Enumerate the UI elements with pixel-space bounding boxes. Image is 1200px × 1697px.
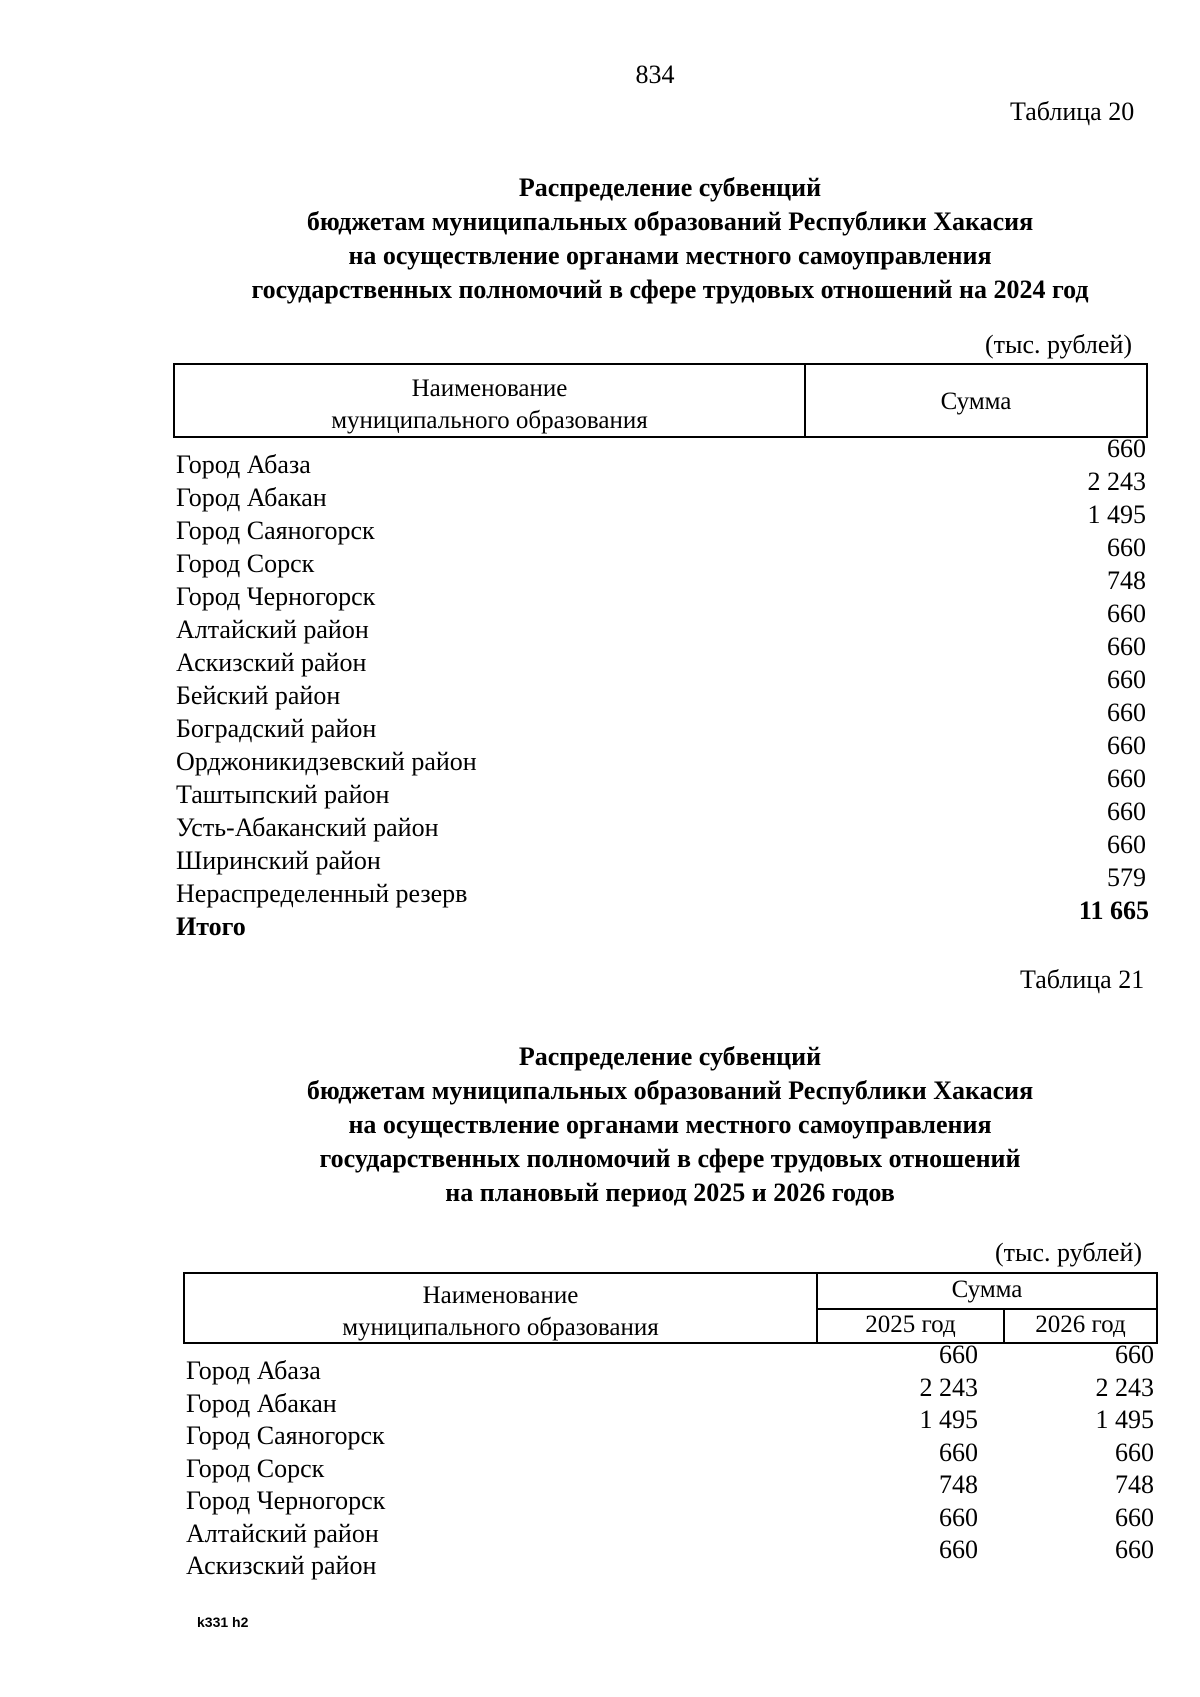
municipality-name: Город Абаза — [186, 1356, 321, 1385]
municipality-name: Город Сорск — [186, 1453, 325, 1483]
header-sum: Сумма — [951, 1276, 1023, 1303]
amount-value: 660 — [1107, 731, 1146, 760]
amount-value: 660 — [1107, 533, 1146, 562]
amount-2025: 2 243 — [919, 1372, 978, 1402]
amount-2025: 660 — [939, 1535, 978, 1564]
amount-2025: 660 — [939, 1437, 978, 1467]
amount-2026: 2 243 — [1095, 1372, 1154, 1402]
table-row — [176, 863, 1151, 908]
municipality-name: Орджоникидзевский район — [176, 747, 477, 776]
title-line: Распределение субвенций — [518, 173, 822, 202]
amount-value: 660 — [1107, 830, 1146, 859]
title-line: на плановый период 2025 и 2026 годов — [445, 1178, 895, 1207]
amount-2025: 748 — [939, 1470, 978, 1499]
table-21-header — [183, 1272, 1158, 1344]
title-line: государственных полномочий в сфере трудовых отношений — [319, 1144, 1021, 1173]
municipality-name: Бейский район — [176, 681, 341, 710]
table-row — [176, 797, 1151, 842]
municipality-name: Город Черногорск — [186, 1486, 386, 1515]
table-20-header — [173, 363, 1148, 438]
amount-2025: 1 495 — [919, 1405, 978, 1434]
amount-value: 660 — [1107, 599, 1146, 628]
table-row — [176, 467, 1151, 512]
table-20-units: (тыс. рублей) — [985, 330, 1133, 359]
title-line: на осуществление органами местного самоуправления — [348, 241, 992, 270]
header-sum: Сумма — [940, 388, 1012, 415]
amount-value: 2 243 — [1087, 467, 1146, 496]
footer-code: k331 h2 — [197, 1614, 249, 1630]
title-line: государственных полномочий в сфере трудовых отношений на 2024 год — [251, 275, 1089, 304]
table-row — [176, 500, 1151, 545]
amount-value: 660 — [1107, 764, 1146, 793]
municipality-name: Город Саяногорск — [186, 1421, 385, 1450]
header-year-2025: 2025 год — [865, 1311, 956, 1338]
municipality-name: Город Абаза — [176, 450, 311, 479]
table-21-body — [186, 1340, 1161, 1584]
amount-2026: 1 495 — [1095, 1405, 1154, 1434]
municipality-name: Город Сорск — [176, 549, 315, 578]
amount-2026: 660 — [1115, 1437, 1154, 1467]
municipality-name: Город Черногорск — [176, 582, 376, 611]
table-row — [186, 1372, 1161, 1418]
total-value: 11 665 — [1078, 896, 1149, 925]
table-row — [186, 1437, 1161, 1483]
amount-value: 579 — [1107, 863, 1146, 892]
municipality-name: Таштыпский район — [176, 780, 390, 809]
table-20-body — [176, 434, 1151, 958]
table-20-title — [0, 171, 1200, 307]
amount-value: 660 — [1107, 797, 1146, 826]
amount-value: 660 — [1107, 698, 1146, 727]
municipality-name: Нераспределенный резерв — [176, 879, 468, 908]
municipality-name: Город Саяногорск — [176, 516, 375, 545]
municipality-name: Усть-Абаканский район — [176, 813, 439, 842]
amount-2026: 660 — [1115, 1340, 1154, 1369]
municipality-name: Боградский район — [176, 714, 377, 743]
table-row — [176, 698, 1151, 743]
municipality-name: Алтайский район — [176, 615, 369, 644]
table-row — [176, 566, 1151, 611]
amount-2026: 660 — [1115, 1535, 1154, 1564]
table-row — [186, 1470, 1161, 1515]
table-row — [176, 599, 1151, 644]
amount-value: 660 — [1107, 632, 1146, 661]
table-row — [176, 830, 1151, 875]
table-row — [186, 1502, 1161, 1548]
title-line: Распределение субвенций — [518, 1042, 822, 1071]
municipality-name: Город Абакан — [176, 483, 327, 512]
table-20-label: Таблица 20 — [1010, 97, 1135, 126]
municipality-name: Алтайский район — [186, 1518, 379, 1548]
amount-2026: 748 — [1115, 1470, 1154, 1499]
municipality-name: Аскизский район — [176, 648, 367, 677]
header-name-line2: муниципального образования — [331, 407, 648, 434]
table-row — [176, 632, 1151, 677]
table-row — [176, 764, 1151, 809]
amount-2025: 660 — [939, 1340, 978, 1369]
amount-2026: 660 — [1115, 1502, 1154, 1532]
total-row — [176, 896, 1151, 941]
header-year-2026: 2026 год — [1035, 1311, 1126, 1338]
table-row — [176, 533, 1151, 578]
amount-value: 1 495 — [1087, 500, 1146, 529]
table-21-units: (тыс. рублей) — [995, 1238, 1143, 1267]
municipality-name: Аскизский район — [186, 1551, 377, 1580]
total-label: Итого — [176, 912, 246, 941]
table-row — [186, 1535, 1161, 1580]
page-number: 834 — [635, 60, 675, 89]
table-row — [186, 1405, 1161, 1450]
table-row — [186, 1340, 1161, 1385]
table-row — [176, 665, 1151, 710]
table-row — [176, 434, 1151, 479]
amount-value: 660 — [1107, 434, 1146, 463]
title-line: бюджетам муниципальных образований Республики Хакасия — [306, 207, 1034, 236]
amount-value: 748 — [1107, 566, 1146, 595]
amount-2025: 660 — [939, 1502, 978, 1532]
table-21-title — [0, 1040, 1200, 1210]
municipality-name: Город Абакан — [186, 1388, 337, 1418]
header-name-line1: Наименование — [411, 375, 568, 402]
header-name-line1: Наименование — [422, 1282, 579, 1309]
table-row — [176, 731, 1151, 776]
title-line: на осуществление органами местного самоуправления — [348, 1110, 992, 1139]
header-name-line2: муниципального образования — [342, 1314, 659, 1341]
table-21-label: Таблица 21 — [1020, 965, 1145, 994]
municipality-name: Ширинский район — [176, 846, 381, 875]
title-line: бюджетам муниципальных образований Республики Хакасия — [306, 1076, 1034, 1105]
amount-value: 660 — [1107, 665, 1146, 694]
